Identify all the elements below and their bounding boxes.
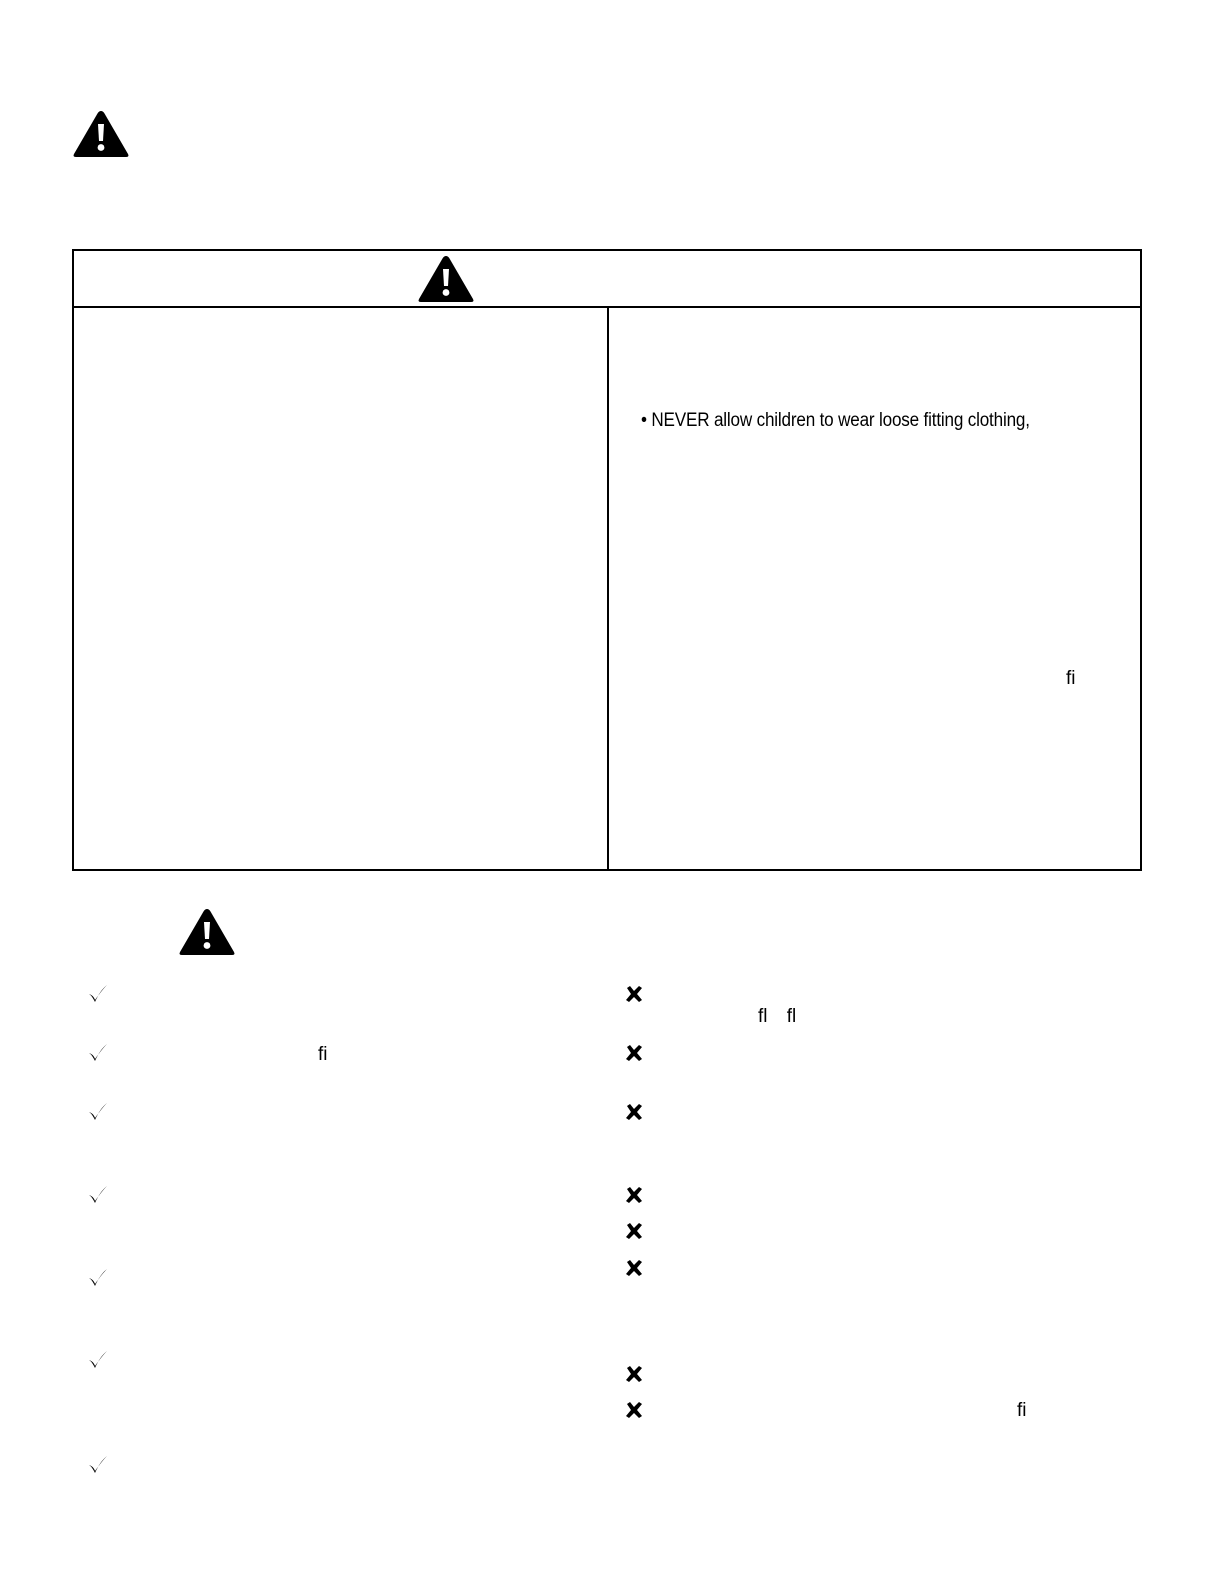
x-icon <box>623 1042 645 1064</box>
x-icon <box>623 1399 645 1421</box>
list-item-text: fi <box>1017 1400 1027 1421</box>
check-icon <box>87 1349 109 1371</box>
x-icon <box>623 1220 645 1242</box>
check-icon <box>87 983 109 1005</box>
x-icon <box>623 1184 645 1206</box>
list-item-text: fl fl <box>758 1006 797 1027</box>
x-icon <box>623 983 645 1005</box>
warning-icon <box>72 109 130 159</box>
warning-icon <box>178 907 236 957</box>
x-icon <box>623 1363 645 1385</box>
safety-bullet: • NEVER allow children to wear loose fitting clothing, <box>641 410 1030 431</box>
list-item-text: fi <box>318 1044 328 1065</box>
x-icon <box>623 1101 645 1123</box>
column-divider <box>607 308 609 871</box>
check-icon <box>87 1454 109 1476</box>
check-icon <box>87 1184 109 1206</box>
warning-icon <box>417 254 475 304</box>
check-icon <box>87 1042 109 1064</box>
check-icon <box>87 1101 109 1123</box>
x-icon <box>623 1257 645 1279</box>
text-fragment: fi <box>1066 668 1076 689</box>
warning-box <box>72 249 1142 871</box>
check-icon <box>87 1267 109 1289</box>
